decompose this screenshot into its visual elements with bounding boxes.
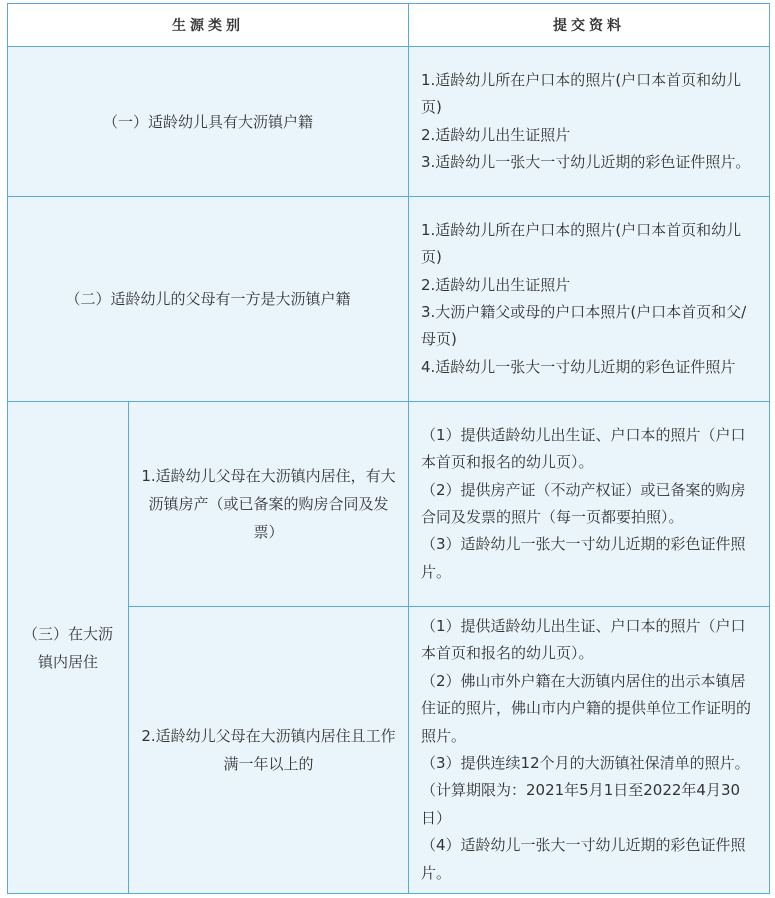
condition-cell: 2.适龄幼儿父母在大沥镇内居住且工作满一年以上的 — [129, 607, 409, 894]
enrollment-table-container — [7, 3, 769, 894]
table-row-category-1 — [8, 47, 770, 197]
table-row-category-2 — [8, 197, 770, 402]
category-cell: （一）适龄幼儿具有大沥镇户籍 — [8, 47, 409, 197]
material-item: （1）提供适龄幼儿出生证、户口本的照片（户口本首页和报名的幼儿页）。 — [421, 617, 746, 663]
materials-cell — [409, 47, 770, 197]
material-item: 3.大沥户籍父或母的户口本照片(户口本首页和父/母页) — [421, 303, 747, 349]
material-item: 2.适龄幼儿出生证照片 — [421, 125, 571, 144]
header-source-category: 生源类别 — [8, 4, 409, 47]
category-cell: （二）适龄幼儿的父母有一方是大沥镇户籍 — [8, 197, 409, 402]
material-item: 3.适龄幼儿一张大一寸幼儿近期的彩色证件照片。 — [421, 152, 751, 171]
material-item: （3）适龄幼儿一张大一寸幼儿近期的彩色证件照片。 — [421, 535, 746, 581]
table-row-category-3a — [8, 402, 770, 607]
material-item: 1.适龄幼儿所在户口本的照片(户口本首页和幼儿页) — [421, 70, 742, 117]
material-item: 4.适龄幼儿一张大一寸幼儿近期的彩色证件照片 — [421, 357, 736, 376]
category-cell: （三）在大沥镇内居住 — [8, 402, 129, 894]
material-item: 1.适龄幼儿所在户口本的照片(户口本首页和幼儿页) — [421, 220, 742, 267]
material-item: （4）适龄幼儿一张大一寸幼儿近期的彩色证件照片。 — [421, 836, 746, 882]
header-materials: 提交资料 — [409, 4, 770, 47]
material-item: （2）佛山市外户籍在大沥镇内居住的出示本镇居住证的照片，佛山市内户籍的提供单位工作证明的照片。 — [421, 671, 752, 745]
material-item: （1）提供适龄幼儿出生证、户口本的照片（户口本首页和报名的幼儿页）。 — [421, 425, 746, 472]
table-header-row — [8, 4, 770, 47]
materials-cell — [409, 197, 770, 402]
material-item: （3）提供连续12个月的大沥镇社保清单的照片。（计算期限为：2021年5月1日至2022年4月30日） — [421, 754, 750, 827]
materials-cell — [409, 607, 770, 894]
material-item: （2）提供房产证（不动产权证）或已备案的购房合同及发票的照片（每一页都要拍照）。 — [421, 480, 746, 526]
materials-cell — [409, 402, 770, 607]
material-item: 2.适龄幼儿出生证照片 — [421, 275, 571, 294]
enrollment-requirements-table — [7, 3, 770, 894]
condition-cell: 1.适龄幼儿父母在大沥镇内居住，有大沥镇房产（或已备案的购房合同及发票） — [129, 402, 409, 607]
